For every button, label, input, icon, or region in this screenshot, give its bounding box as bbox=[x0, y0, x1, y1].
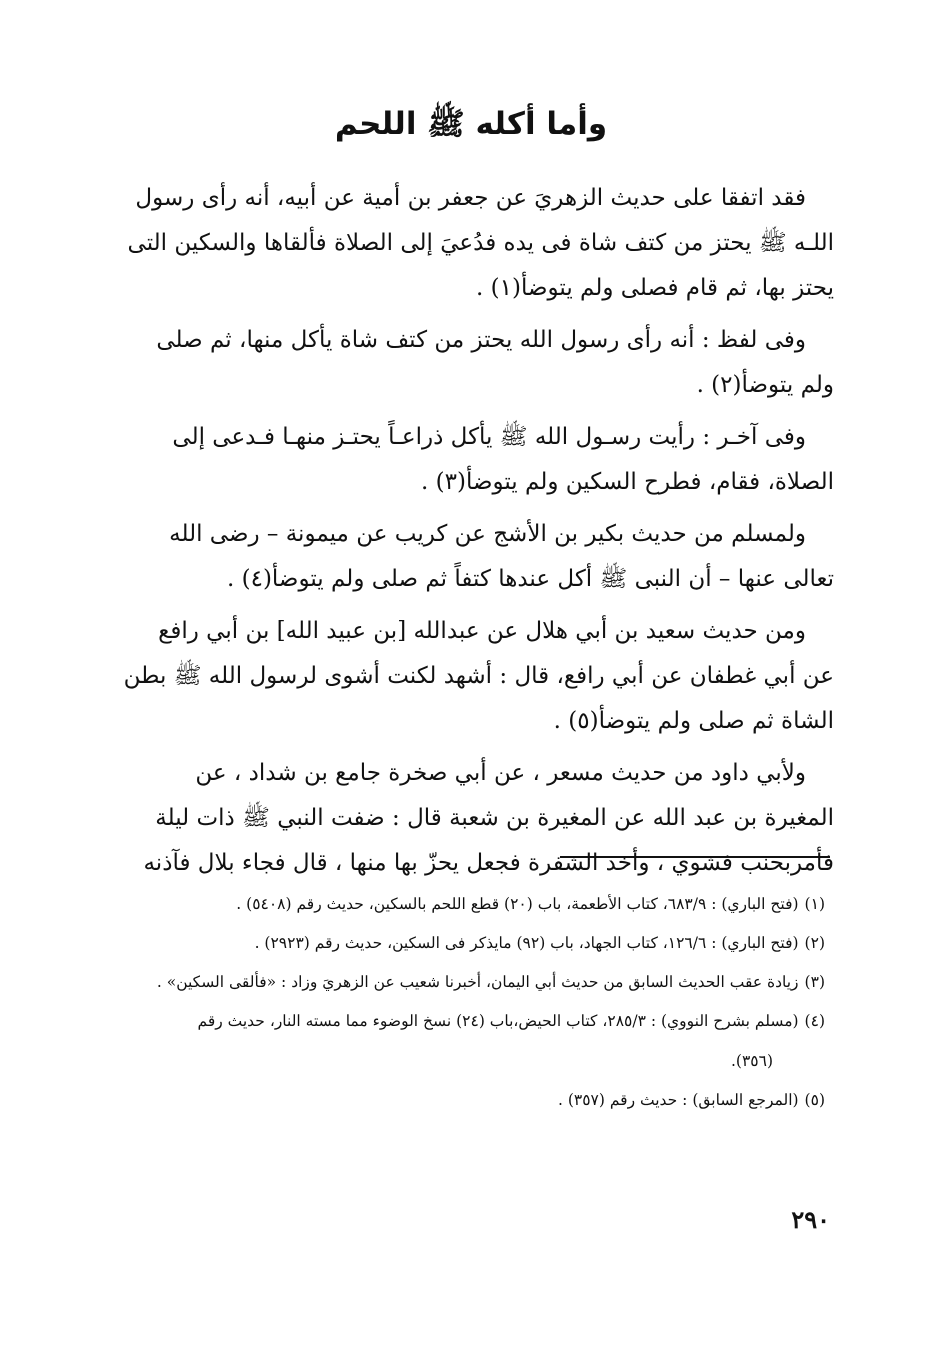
footnote-number: (٣) bbox=[804, 973, 825, 991]
footnotes bbox=[80, 892, 825, 1127]
footnote-text: (مسلم بشرح النووي) : ٢٨٥/٣، كتاب الحيض،باب (٢٤) نسخ الوضوء مما مسته النار، حديث رقم bbox=[197, 1012, 799, 1030]
text-line: وفى لفظ : أنه رأى رسول الله يحتز من كتف شاة يأكل منها، ثم صلى bbox=[156, 327, 806, 353]
footnote-continuation: (٣٥٦). bbox=[730, 1052, 773, 1070]
page-number: ٢٩٠ bbox=[791, 1205, 830, 1234]
section-title: وأما أكله ﷺ اللحم bbox=[334, 106, 608, 142]
text-line: يحتز بها، ثم قام فصلى ولم يتوضأ(١) . bbox=[476, 275, 834, 301]
paragraph bbox=[84, 609, 834, 744]
text-line: ومن حديث سعيد بن أبي هلال عن عبدالله [بن عبيد الله] بن أبي رافع bbox=[158, 618, 806, 644]
text-line: الشاة ثم صلى ولم يتوضأ(٥) . bbox=[553, 708, 834, 734]
text-line: فأمربحنب فشوي ، وأخذ الشفرة فجعل يحزّ بها منها ، قال فجاء بلال فآذنه bbox=[143, 850, 834, 876]
footnote-text: زيادة عقب الحديث السابق من حديث أبي اليمان، أخبرنا شعيب عن الزهريَ وزاد : «فألقى السكين» . bbox=[156, 973, 799, 991]
text-line: ولمسلم من حديث بكير بن الأشج عن كريب عن ميمونة – رضى الله bbox=[169, 521, 806, 547]
text-line: فقد اتفقا على حديث الزهريَ عن جعفر بن أمية عن أبيه، أنه رأى رسول bbox=[135, 185, 806, 211]
footnote-text: (فتح الباري) : ٦٨٣/٩، كتاب الأطعمة، باب (٢٠) قطع اللحم بالسكين، حديث رقم (٥٤٠٨) . bbox=[236, 895, 799, 913]
footnote bbox=[80, 1009, 825, 1073]
footnote-number: (٥) bbox=[804, 1091, 825, 1109]
paragraph bbox=[84, 751, 834, 886]
footnote bbox=[80, 970, 825, 994]
footnote-number: (١) bbox=[804, 895, 825, 913]
text-line: الصلاة، فقام، فطرح السكين ولم يتوضأ(٣) . bbox=[421, 469, 834, 495]
text-line: اللـه ﷺ يحتز من كتف شاة فى يده فدُعيَ إلى الصلاة فألقاها والسكين التى bbox=[127, 230, 834, 256]
footnote-number: (٢) bbox=[804, 934, 825, 952]
footnote-divider bbox=[560, 856, 830, 858]
paragraph bbox=[84, 415, 834, 505]
text-line: تعالى عنها – أن النبى ﷺ أكل عندها كتفاً ثم صلى ولم يتوضأ(٤) . bbox=[226, 566, 834, 592]
footnote-text: (المرجع السابق) : حديث رقم (٣٥٧) . bbox=[558, 1091, 799, 1109]
text-line: ولم يتوضأ(٢) . bbox=[696, 372, 834, 398]
footnote bbox=[80, 892, 825, 916]
text-line: المغيرة بن عبد الله عن المغيرة بن شعبة قال : ضفت النبي ﷺ ذات ليلة bbox=[155, 805, 834, 831]
paragraph bbox=[84, 512, 834, 602]
main-text bbox=[84, 176, 834, 893]
paragraph bbox=[84, 176, 834, 311]
footnote-number: (٤) bbox=[804, 1012, 825, 1030]
text-line: عن أبي غطفان عن أبي رافع، قال : أشهد لكنت أشوى لرسول الله ﷺ بطن bbox=[123, 663, 834, 689]
footnote-text: (فتح الباري) : ١٢٦/٦، كتاب الجهاد، باب (٩٢) مايذكر فى السكين، حديث رقم (٢٩٢٣) . bbox=[254, 934, 799, 952]
text-line: ولأبي داود من حديث مسعر ، عن أبي صخرة جامع بن شداد ، عن bbox=[195, 760, 806, 786]
footnote bbox=[80, 931, 825, 955]
text-line: وفى آخـر : رأيت رسـول الله ﷺ يأكل ذراعـاً يحتـز منهـا فـدعى إلى bbox=[172, 424, 806, 450]
footnote bbox=[80, 1088, 825, 1112]
paragraph bbox=[84, 318, 834, 408]
